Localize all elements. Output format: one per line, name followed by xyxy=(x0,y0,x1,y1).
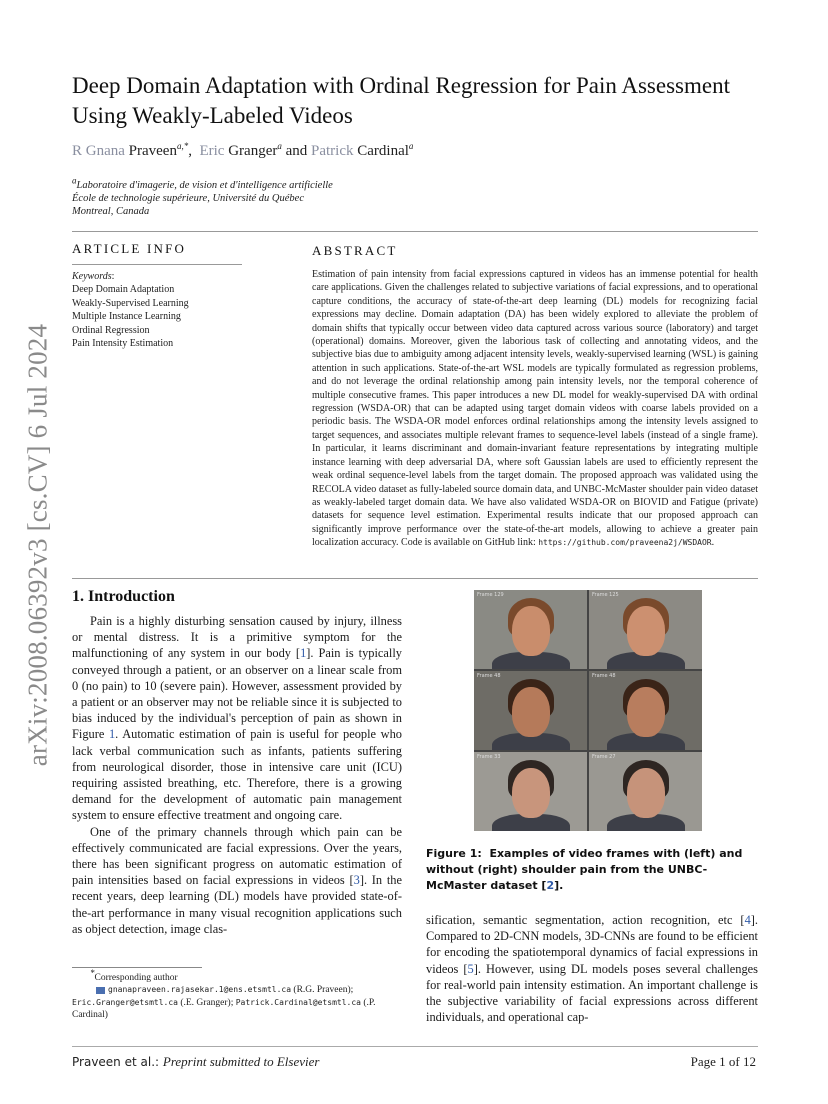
article-info-rule xyxy=(72,264,242,265)
frame-label: Frame 48 xyxy=(477,673,501,679)
keyword: Weakly-Supervised Learning xyxy=(72,297,189,309)
body-text: ]. However, using DL models poses several challenges for real-world pain intensity estimation. An important challenge is the subjective variability of facial expressions across different individuals, and operational cap- xyxy=(426,961,759,1025)
author-and: and xyxy=(285,143,308,159)
affiliation-line: Laboratoire d'imagerie, de vision et d'intelligence artificielle xyxy=(76,180,333,191)
video-frame xyxy=(589,671,702,750)
face xyxy=(512,768,550,818)
citation-link[interactable]: 1 xyxy=(300,646,307,661)
article-info-heading: ARTICLE INFO xyxy=(72,241,187,256)
footnote-mark: * xyxy=(90,967,95,978)
video-frame xyxy=(474,671,587,750)
body-text: One of the primary channels through which pain can be effectively communicated are facial expressions. Over the years, there has been significant progress on automatic estimation of pain intensities based on facial expressions in videos [ xyxy=(72,824,402,888)
paper-title: Deep Domain Adaptation with Ordinal Regression for Pain Assessment Using Weakly-Labeled Videos xyxy=(72,73,730,128)
paragraph xyxy=(426,912,758,1025)
body-text: ]. Compared to 2D-CNN models, 3D-CNNs are found to be efficient for encoding the spatiotemporal dynamics of facial expressions in videos [ xyxy=(426,913,758,976)
keywords-label: Keywords xyxy=(72,271,112,282)
abstract-end: . xyxy=(711,537,715,549)
author-last-name: Granger xyxy=(228,143,278,159)
face xyxy=(627,768,665,818)
video-frame xyxy=(474,590,587,669)
video-frame xyxy=(474,752,587,831)
arxiv-id: arXiv:2008.06392v3 [cs.CV] 6 Jul 2024 xyxy=(22,323,53,767)
footnote-label: Corresponding author xyxy=(94,973,178,983)
citation-link[interactable]: 5 xyxy=(467,961,474,976)
arxiv-stamp xyxy=(10,300,66,790)
frame-label: Frame 33 xyxy=(477,754,501,760)
author-first-name: Patrick xyxy=(311,143,354,159)
abstract-body xyxy=(312,268,758,550)
face xyxy=(512,687,550,737)
footnote xyxy=(72,967,402,1022)
video-frame xyxy=(589,590,702,669)
intro-column-right xyxy=(426,912,758,1025)
keyword: Pain Intensity Estimation xyxy=(72,338,174,350)
author-last-name: Cardinal xyxy=(357,143,409,159)
affiliation-sup: a xyxy=(72,175,77,186)
author-first-name: Eric xyxy=(199,143,225,159)
frame-label: Frame 48 xyxy=(592,673,616,679)
footnote-name: (.P. Cardinal) xyxy=(72,997,376,1021)
email-link[interactable]: Patrick.Cardinal@etsmtl.ca xyxy=(235,997,361,1007)
caption-label: Figure 1: xyxy=(426,847,482,860)
author-first-name: R Gnana xyxy=(72,143,125,159)
abstract-text: Estimation of pain intensity from facial expressions captured in videos has an immense potential for health care applications. Given the challenges related to subjective variations of facial expressions, and to operational capture conditions, the accuracy of state-of-the-art deep learning (DL) models for recognizing facial expressions may decline. Domain adaptation (DA) has been widely explored to alleviate the problem of domain shifts that typically occur between video data captured across various source (laboratory) and target (operational) domains. Moreover, given the laborious task of collecting and annotating videos, and the subjective bias due to ambiguity among adjacent intensity levels, weakly-supervised learning (WSL) is gaining attention in such applications. State-of-the-art WSL models are typically formulated as regression problems, and do not leverage the ordinal relationship among pain intensity levels, nor the temporal coherence of multiple consecutive frames. This paper introduces a new DL model for weakly-supervised DA with ordinal regression (WSDA-OR) that can be adapted using target domain videos with coarse labels provided on a periodic basis. The WSDA-OR model enforces ordinal relationships among the intensity levels assigned to target sequences, and associates multiple relevant frames to sequence-level labels (instead of a single frame). In particular, it learns discriminant and domain-invariant feature representations by integrating multiple instance learning with deep adversarial DA, where soft Gaussian labels are used to efficiently represent the weak ordinal sequence-level labels from the target domain. The proposed approach was validated using the RECOLA video dataset as fully-labeled source domain data, and UNBC-McMaster shoulder pain video dataset as weakly-labeled target domain data. We have also validated WSDA-OR on BIOVID and Fatigue (private) datasets for sequence level estimation. Experimental results indicate that our proposed approach can significantly improve performance over the state-of-the-art models, allowing to achieve a greater pain localization accuracy. Code is available on GitHub link: xyxy=(312,269,758,549)
email-link[interactable]: gnanapraveen.rajasekar.1@ens.etsmtl.ca xyxy=(108,985,292,995)
face xyxy=(512,606,550,656)
citation-link[interactable]: 4 xyxy=(744,913,751,927)
figure-caption xyxy=(426,846,758,894)
footer-authors: Praveen et al.: xyxy=(72,1055,160,1069)
author-sup: a,* xyxy=(176,141,189,151)
body-text: ]. In the recent years, deep learning (DL) models have provided state-of-the-art performance in many visual recognition applications such as object detection, image clas- xyxy=(72,873,402,936)
section-heading: 1. Introduction xyxy=(72,588,175,605)
code-link[interactable]: https://github.com/praveena2j/WSDAOR xyxy=(538,538,712,548)
keyword: Multiple Instance Learning xyxy=(72,311,181,323)
affiliation xyxy=(72,175,333,218)
citation-link[interactable]: 3 xyxy=(353,873,360,888)
header-rule xyxy=(72,231,758,232)
email-icon xyxy=(96,987,105,994)
frame-label: Frame 125 xyxy=(592,592,619,598)
face xyxy=(627,687,665,737)
author-sup: a xyxy=(277,141,282,151)
caption-ref[interactable]: 2 xyxy=(546,879,555,892)
video-frame xyxy=(589,752,702,831)
face xyxy=(627,606,665,656)
author-list: R Gnana Praveen$^{a,*}$, Eric Granger$^a$ and Patrick Cardinal$^a$ xyxy=(72,141,414,159)
keyword: Deep Domain Adaptation xyxy=(72,284,175,296)
body-text: ]. Pain is typically conveyed through a patient, or an observer on a linear scale from 0 (no pain) to 10 (severe pain). However, assessment provided by a patient or an observer may not be reliable since it is subjected to bias induced by the individual's perception of pain as shown in Figure xyxy=(72,646,402,742)
footer-left xyxy=(72,1054,319,1070)
footnote-name: (R.G. Praveen); xyxy=(291,985,354,996)
page-number: Page 1 of 12 xyxy=(690,1054,756,1069)
email-link[interactable]: Eric.Granger@etsmtl.ca xyxy=(72,997,178,1007)
abstract-heading: ABSTRACT xyxy=(312,243,398,258)
author-last-name: Praveen xyxy=(128,143,177,159)
keywords: Keywords: Deep Domain Adaptation Weakly-Supervised Learning Multiple Instance Learning Ordinal Regression Pain Intensity Estimation xyxy=(72,271,189,350)
intro-column-left xyxy=(72,613,402,937)
figure-1 xyxy=(474,590,702,831)
citation-link[interactable]: 1 xyxy=(108,727,116,742)
footnote-name: (.E. Granger); xyxy=(177,997,236,1008)
abstract-rule xyxy=(72,578,758,579)
footer-rule xyxy=(72,1046,758,1047)
body-text: . Automatic estimation of pain is useful for people who lack verbal communication such as infants, patients suffering from neurological disorder, those in intensive care unit (ICU) requiring assisted breathing, etc. Therefore, there is a growing demand for the development of automatic pain management system to ensure effective treatment and ongoing care. xyxy=(72,727,402,823)
caption-text: Examples of video frames with (left) and without (right) shoulder pain from the UNBC-McMaster dataset [ xyxy=(426,847,743,892)
author-sup: a xyxy=(408,141,414,151)
footer-venue: Preprint submitted to Elsevier xyxy=(162,1054,320,1069)
body-text: Pain is a highly disturbing sensation caused by injury, illness or mental distress. It is a primitive symptom for the malfunctioning of any system in our body [ xyxy=(72,614,402,661)
affiliation-line: École de technologie supérieure, Université du Québec xyxy=(72,193,304,204)
body-text: sification, semantic segmentation, action recognition, etc [ xyxy=(426,913,745,927)
frame-label: Frame 27 xyxy=(592,754,616,760)
keyword: Ordinal Regression xyxy=(72,324,150,336)
frame-label: Frame 129 xyxy=(477,592,504,598)
paragraph xyxy=(72,613,402,824)
affiliation-line: Montreal, Canada xyxy=(72,206,150,217)
paragraph xyxy=(72,824,402,937)
caption-end: ]. xyxy=(554,879,564,892)
